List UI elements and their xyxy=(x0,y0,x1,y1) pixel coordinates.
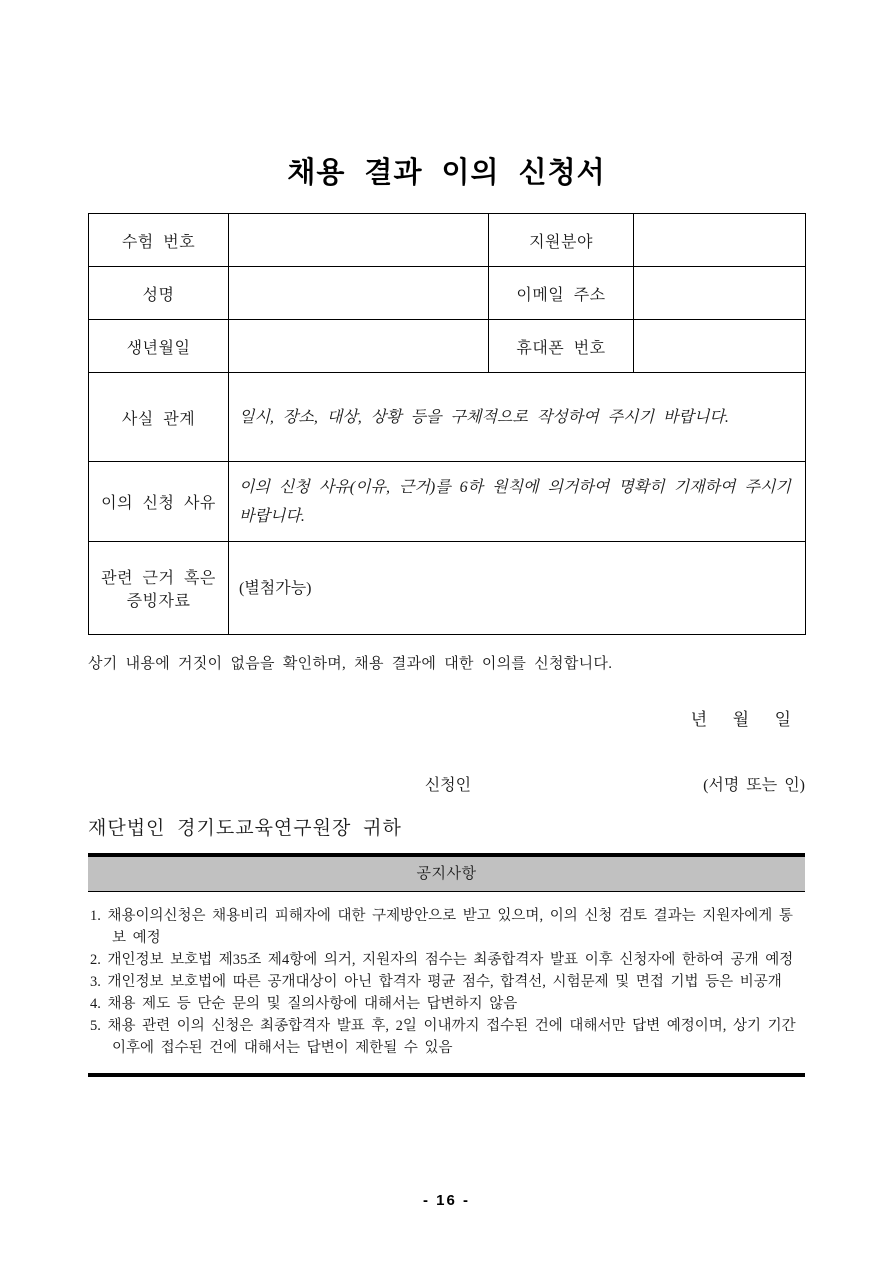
notice-item-2: 2. 개인정보 보호법 제35조 제4항에 의거, 지원자의 점수는 최종합격자 발표 이후 신청자에 한하여 공개 예정 xyxy=(90,952,794,968)
birthdate-field[interactable] xyxy=(229,320,489,373)
notice-item-3: 3. 개인정보 보호법에 따른 공개대상이 아닌 합격자 평균 점수, 합격선, 시험문제 및 면접 기법 등은 비공개 xyxy=(90,974,782,990)
recipient-line: 재단법인 경기도교육연구원장 귀하 xyxy=(88,818,402,839)
table-row xyxy=(89,214,806,267)
table-row xyxy=(89,373,806,462)
signature-note: (서명 또는 인) xyxy=(703,777,805,794)
declaration-text: 상기 내용에 거짓이 없음을 확인하며, 채용 결과에 대한 이의를 신청합니다. xyxy=(88,656,613,672)
evidence-field[interactable]: (별첨가능) xyxy=(229,542,806,635)
notice-item-5: 5. 채용 관련 이의 신청은 최종합격자 발표 후, 2일 이내까지 접수된 건에 대해서만 답변 예정이며, 상기 기간 이후에 접수된 건에 대해서는 답변이 제한될 수 있음 xyxy=(90,1018,796,1056)
name-label: 성명 xyxy=(89,267,229,320)
form-title: 채용 결과 이의 신청서 xyxy=(287,157,606,189)
objection-reason-field[interactable]: 이의 신청 사유(이유, 근거)를 6하 원칙에 의거하여 명확히 기재하여 주시기 바랍니다. xyxy=(229,462,806,542)
email-label: 이메일 주소 xyxy=(489,267,634,320)
date-line: 년 월 일 xyxy=(690,710,791,729)
email-field[interactable] xyxy=(634,267,806,320)
notice-item-4: 4. 채용 제도 등 단순 문의 및 질의사항에 대해서는 답변하지 않음 xyxy=(90,996,518,1012)
notice-box xyxy=(88,853,805,1077)
exam-number-field[interactable] xyxy=(229,214,489,267)
applied-field-label: 지원분야 xyxy=(489,214,634,267)
facts-field[interactable]: 일시, 장소, 대상, 상황 등을 구체적으로 작성하여 주시기 바랍니다. xyxy=(229,373,806,462)
applied-field-field[interactable] xyxy=(634,214,806,267)
applicant-signature-row xyxy=(88,772,805,796)
table-row xyxy=(89,320,806,373)
applicant-info-table xyxy=(88,213,806,635)
phone-field[interactable] xyxy=(634,320,806,373)
objection-reason-label: 이의 신청 사유 xyxy=(89,462,229,542)
birthdate-label: 생년월일 xyxy=(89,320,229,373)
page-number: - 16 - xyxy=(422,1192,470,1209)
facts-label: 사실 관계 xyxy=(89,373,229,462)
notice-body xyxy=(88,892,805,1073)
notice-header: 공지사항 xyxy=(88,857,805,892)
applicant-label: 신청인 xyxy=(424,777,472,794)
table-row xyxy=(89,542,806,635)
name-field[interactable] xyxy=(229,267,489,320)
phone-label: 휴대폰 번호 xyxy=(489,320,634,373)
table-row xyxy=(89,267,806,320)
table-row xyxy=(89,462,806,542)
evidence-label: 관련 근거 혹은 증빙자료 xyxy=(89,542,229,635)
notice-item-1: 1. 채용이의신청은 채용비리 피해자에 대한 구제방안으로 받고 있으며, 이의 신청 검토 결과는 지원자에게 통보 예정 xyxy=(90,908,793,946)
exam-number-label: 수험 번호 xyxy=(89,214,229,267)
